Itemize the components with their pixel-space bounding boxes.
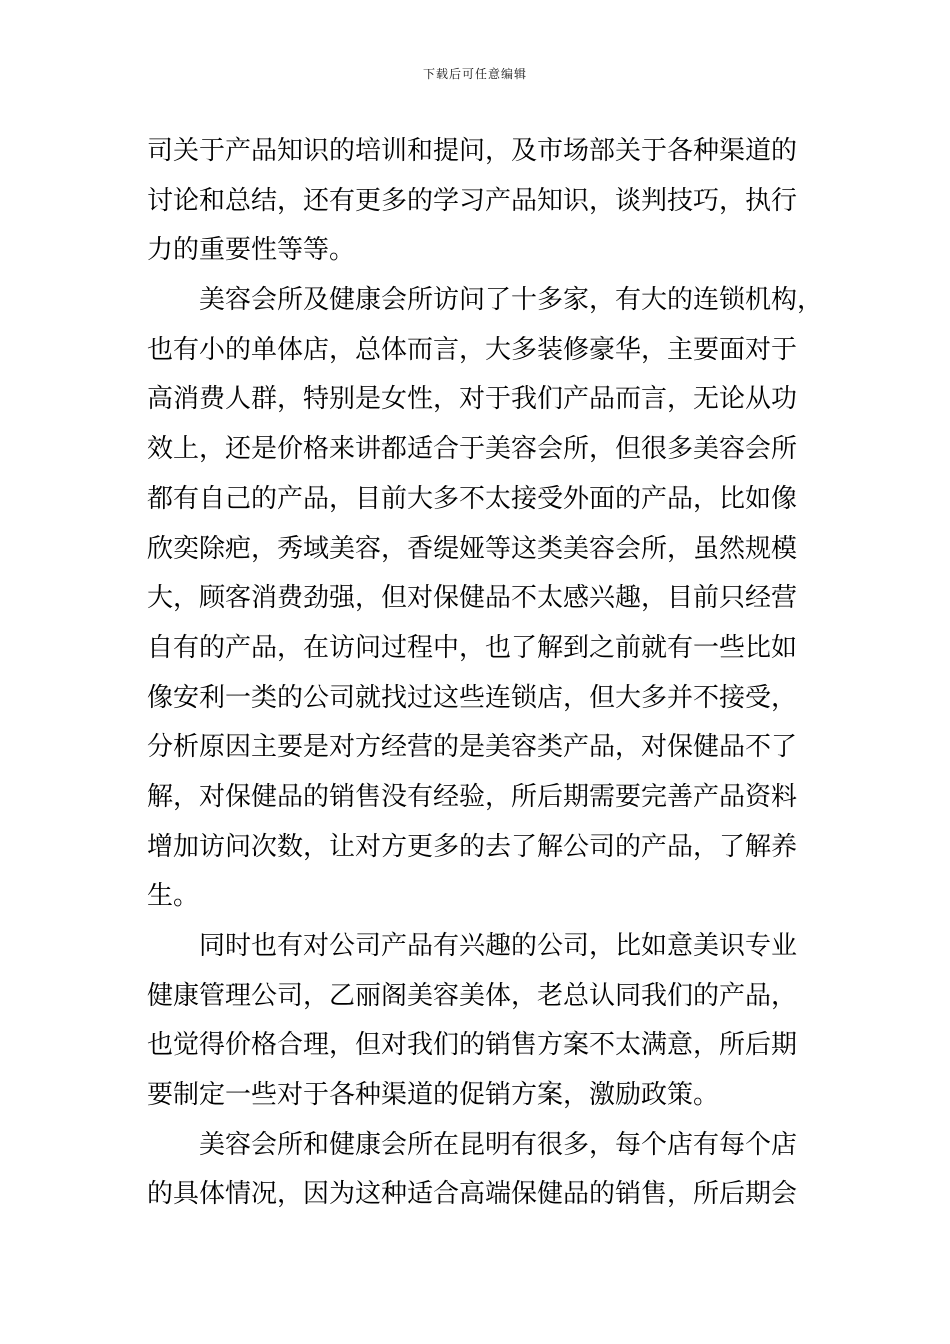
- text-line: 增加访问次数，让对方更多的去了解公司的产品，了解养: [147, 831, 798, 862]
- text-line: 自有的产品，在访问过程中，也了解到之前就有一些比如: [147, 632, 798, 663]
- text-line: 像安利一类的公司就找过这些连锁店，但大多并不接受，: [147, 682, 798, 713]
- text-line: 生。: [147, 881, 200, 912]
- text-line: 都有自己的产品，目前大多不太接受外面的产品，比如像: [147, 483, 798, 514]
- text-line: 也觉得价格合理，但对我们的销售方案不太满意，所后期: [147, 1030, 798, 1061]
- text-line: 美容会所及健康会所访问了十多家，有大的连锁机构，: [199, 285, 823, 316]
- text-line: 分析原因主要是对方经营的是美容类产品，对保健品不了: [147, 732, 798, 763]
- page-header: 下载后可任意编辑: [422, 67, 527, 81]
- text-line: 效上，还是价格来讲都适合于美容会所，但很多美容会所: [147, 434, 798, 465]
- text-line: 同时也有对公司产品有兴趣的公司，比如意美识专业: [199, 931, 798, 961]
- text-line: 大，顾客消费劲强，但对保健品不太感兴趣，目前只经营: [147, 583, 798, 614]
- text-line: 解，对保健品的销售没有经验，所后期需要完善产品资料: [147, 781, 798, 812]
- document-body: [147, 127, 823, 1220]
- text-line: 美容会所和健康会所在昆明有很多，每个店有每个店: [199, 1129, 798, 1160]
- text-line: 健康管理公司，乙丽阁美容美体，老总认同我们的产品，: [147, 980, 798, 1011]
- text-line: 讨论和总结，还有更多的学习产品知识，谈判技巧，执行: [147, 185, 798, 216]
- text-line: 力的重要性等等。: [147, 235, 356, 266]
- text-line: 的具体情况，因为这种适合高端保健品的销售，所后期会: [147, 1179, 798, 1210]
- text-line: 高消费人群，特别是女性，对于我们产品而言，无论从功: [147, 384, 798, 415]
- text-line: 要制定一些对于各种渠道的促销方案，激励政策。: [147, 1080, 720, 1111]
- text-line: 欣奕除疤，秀域美容，香缇娅等这类美容会所，虽然规模: [147, 533, 798, 564]
- text-line: 司关于产品知识的培训和提问，及市场部关于各种渠道的: [147, 136, 798, 166]
- text-line: 也有小的单体店，总体而言，大多装修豪华，主要面对于: [147, 334, 798, 365]
